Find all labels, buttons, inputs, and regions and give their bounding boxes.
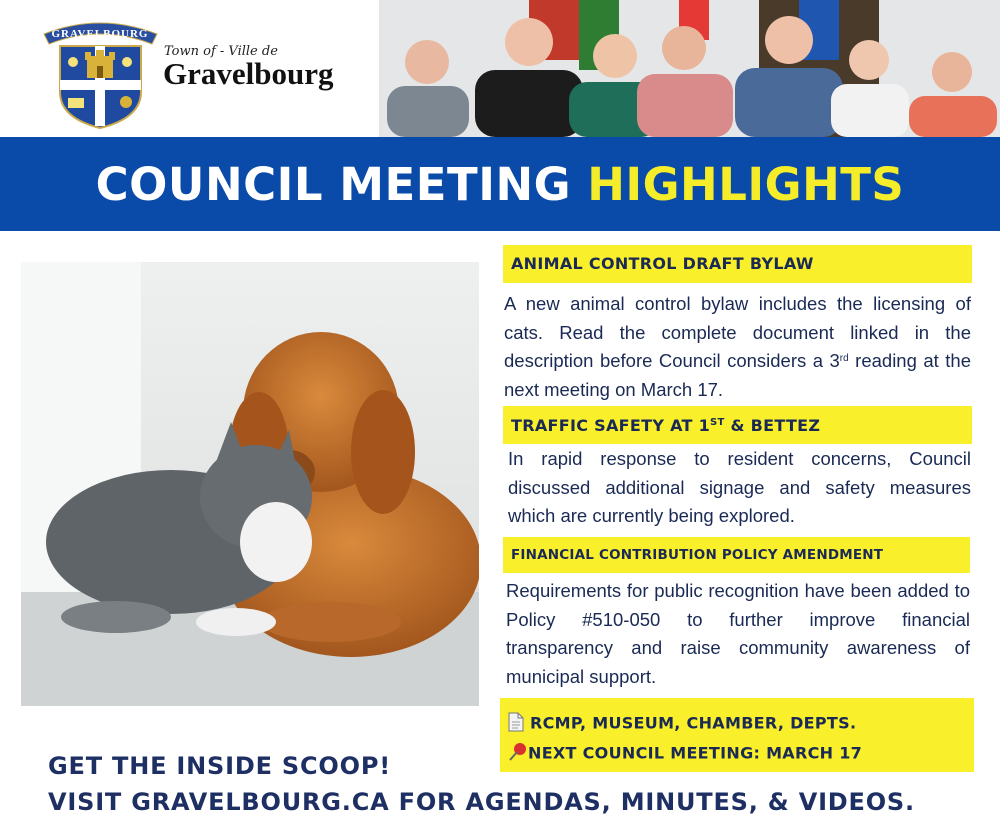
town-name: Gravelbourg: [163, 56, 334, 91]
section-body-animal-control: [504, 290, 971, 404]
notes-line-next-meeting: [508, 742, 862, 766]
notes-text: NEXT COUNCIL MEETING: MARCH 17: [528, 743, 863, 763]
header: [0, 0, 1000, 137]
title-highlight: HIGHLIGHTS: [587, 157, 905, 211]
crest-icon: [38, 10, 163, 130]
section-body-text: reading at the next meeting on March 17.: [504, 350, 971, 400]
section-heading-animal-control: ANIMAL CONTROL DRAFT BYLAW: [503, 245, 972, 283]
ordinal-suffix: rd: [839, 353, 849, 364]
document-icon: [508, 712, 524, 736]
notes-line-departments: [508, 712, 856, 736]
council-group-photo: [379, 0, 1000, 137]
section-heading-traffic-safety: [503, 406, 972, 444]
section-body-text: A new animal control bylaw includes the licensing of cats. Read the complete document linked in the description before Council considers a 3: [504, 293, 971, 371]
heading-text: TRAFFIC SAFETY AT 1: [511, 416, 711, 435]
title-main: COUNCIL MEETING: [95, 157, 572, 211]
ordinal-suffix: ST: [710, 417, 725, 428]
section-body-traffic-safety: In rapid response to resident concerns, Council discussed additional signage and safety measures which are currently being explored.: [508, 448, 971, 526]
notes-text: RCMP, MUSEUM, CHAMBER, DEPTS.: [530, 713, 857, 733]
section-heading-financial-policy: FINANCIAL CONTRIBUTION POLICY AMENDMENT: [503, 537, 970, 573]
town-subtitle: Town of - Ville de: [164, 44, 278, 59]
town-crest-logo: [38, 10, 163, 130]
heading-text: & BETTEZ: [724, 416, 821, 435]
title-banner: [0, 137, 1000, 231]
notes-box: [500, 698, 974, 772]
page-title: [96, 158, 905, 211]
pushpin-icon: [508, 742, 528, 766]
cta-headline: GET THE INSIDE SCOOP!: [48, 752, 391, 780]
cta-website-link[interactable]: VISIT GRAVELBOURG.CA FOR AGENDAS, MINUTES, & VIDEOS.: [48, 788, 915, 816]
crest-arc-text: GRAVELBOURG: [51, 28, 149, 40]
cat-and-dog-photo: [21, 262, 479, 706]
section-body-financial-policy: Requirements for public recognition have been added to Policy #510-050 to further improve financial transparency and raise community awareness of municipal support.: [506, 580, 970, 687]
